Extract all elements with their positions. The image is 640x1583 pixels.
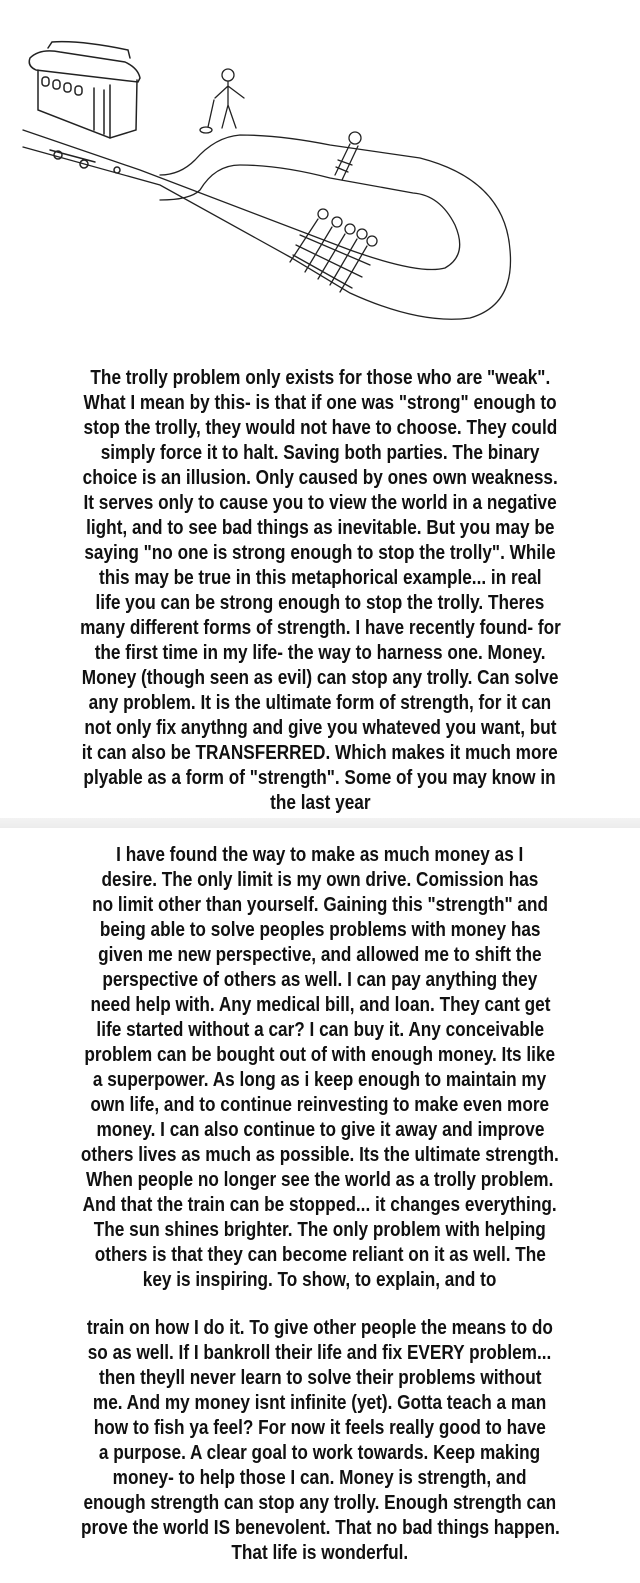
text-line bbox=[0, 1068, 640, 1093]
text-line bbox=[0, 716, 640, 741]
text-line-content: money- to help those I can. Money is strength, and bbox=[113, 1467, 527, 1489]
text-line-content: The sun shines brighter. The only problem with helping bbox=[93, 1219, 547, 1241]
text-line bbox=[0, 616, 640, 641]
text-line-content: light, and to see bad things as inevitable. But you may be bbox=[85, 517, 555, 539]
text-line-content: a purpose. A clear goal to work towards. Keep making bbox=[99, 1442, 541, 1464]
text-line bbox=[0, 416, 640, 441]
text-line bbox=[0, 1466, 640, 1491]
text-line bbox=[0, 1043, 640, 1068]
trolley-windows bbox=[42, 77, 82, 95]
image-divider bbox=[0, 818, 640, 828]
lever-person bbox=[200, 69, 244, 133]
paragraph-2 bbox=[0, 843, 640, 1293]
text-line bbox=[0, 1416, 640, 1441]
text-line-content: choice is an illusion. Only caused by ones own weakness. bbox=[82, 467, 558, 489]
text-line-content: me. And my money isnt infinite (yet). Gotta teach a man bbox=[93, 1392, 547, 1414]
text-line bbox=[0, 641, 640, 666]
five-people-on-track bbox=[290, 209, 377, 292]
text-line-content: plyable as a form of "strength". Some of you may know in bbox=[83, 767, 557, 789]
text-line-content: The trolly problem only exists for those who are "weak". bbox=[90, 367, 550, 389]
text-line bbox=[0, 1541, 640, 1566]
text-line-content: the last year bbox=[269, 792, 371, 814]
text-line-content: how to fish ya feel? For now it feels really good to have bbox=[93, 1417, 547, 1439]
text-line bbox=[0, 1391, 640, 1416]
text-line-content: a superpower. As long as i keep enough to maintain my bbox=[93, 1069, 547, 1091]
text-line bbox=[0, 1168, 640, 1193]
text-line bbox=[0, 1268, 640, 1293]
text-line-content: Money (though seen as evil) can stop any trolly. Can solve bbox=[81, 667, 559, 689]
text-line-content: money. I can also continue to give it away and improve bbox=[96, 1119, 544, 1141]
text-line bbox=[0, 541, 640, 566]
text-line-content: others lives as much as possible. Its the ultimate strength. bbox=[81, 1144, 559, 1166]
text-line bbox=[0, 1316, 640, 1341]
text-line bbox=[0, 1193, 640, 1218]
text-line bbox=[0, 1118, 640, 1143]
text-line-content: many different forms of strength. I have recently found- for bbox=[79, 617, 561, 639]
text-line bbox=[0, 1491, 640, 1516]
text-line-content: prove the world IS benevolent. That no bad things happen. bbox=[80, 1517, 560, 1539]
text-line-content: key is inspiring. To show, to explain, and to bbox=[143, 1269, 497, 1291]
text-line bbox=[0, 591, 640, 616]
text-line bbox=[0, 1143, 640, 1168]
text-line-content: it can also be TRANSFERRED. Which makes it much more bbox=[82, 742, 558, 764]
text-line-content: need help with. Any medical bill, and loan. They cant get bbox=[89, 994, 551, 1016]
text-line-content: life started without a car? I can buy it. Any conceivable bbox=[96, 1019, 544, 1041]
text-line bbox=[0, 918, 640, 943]
text-line-content: saying "no one is strong enough to stop the trolly". While bbox=[84, 542, 556, 564]
text-line bbox=[0, 1218, 640, 1243]
text-line-content: perspective of others as well. I can pay anything they bbox=[102, 969, 538, 991]
text-line-content: no limit other than yourself. Gaining this "strength" and bbox=[92, 894, 548, 916]
single-person-on-track bbox=[335, 132, 361, 180]
text-line bbox=[0, 791, 640, 816]
text-line bbox=[0, 466, 640, 491]
text-line-content: train on how I do it. To give other people the means to do bbox=[86, 1317, 554, 1339]
text-line-content: That life is wonderful. bbox=[231, 1542, 409, 1564]
text-line-content: being able to solve peoples problems with money has bbox=[99, 919, 541, 941]
text-line bbox=[0, 893, 640, 918]
text-line bbox=[0, 1516, 640, 1541]
text-line bbox=[0, 766, 640, 791]
text-line-content: any problem. It is the ultimate form of strength, for it can bbox=[88, 692, 552, 714]
tracks bbox=[23, 130, 511, 319]
text-line-content: enough strength can stop any trolly. Enough strength can bbox=[83, 1492, 557, 1514]
text-line-content: given me new perspective, and allowed me to shift the bbox=[98, 944, 542, 966]
text-line-content: others is that they can become reliant on it as well. The bbox=[94, 1244, 546, 1266]
text-line bbox=[0, 1243, 640, 1268]
text-line bbox=[0, 1018, 640, 1043]
text-line bbox=[0, 516, 640, 541]
paragraph-3 bbox=[0, 1316, 640, 1566]
text-line bbox=[0, 666, 640, 691]
text-line bbox=[0, 1441, 640, 1466]
text-line bbox=[0, 993, 640, 1018]
text-line-content: What I mean by this- is that if one was "strong" enough to bbox=[83, 392, 557, 414]
text-line bbox=[0, 968, 640, 993]
text-line bbox=[0, 1341, 640, 1366]
text-line bbox=[0, 566, 640, 591]
text-line-content: this may be true in this metaphorical example... in real bbox=[98, 567, 542, 589]
text-line-content: then theyll never learn to solve their problems without bbox=[98, 1367, 542, 1389]
text-line-content: It serves only to cause you to view the world in a negative bbox=[83, 492, 557, 514]
text-line bbox=[0, 741, 640, 766]
text-line bbox=[0, 1093, 640, 1118]
text-line-content: problem can be bought out of with enough money. Its like bbox=[84, 1044, 556, 1066]
text-line-content: stop the trolly, they would not have to choose. They could bbox=[83, 417, 557, 439]
text-line-content: the first time in my life- the way to harness one. Money. bbox=[94, 642, 546, 664]
text-line-content: When people no longer see the world as a trolly problem. bbox=[86, 1169, 554, 1191]
paragraph-1 bbox=[0, 366, 640, 816]
text-line bbox=[0, 868, 640, 893]
text-line bbox=[0, 391, 640, 416]
text-line bbox=[0, 366, 640, 391]
text-line bbox=[0, 491, 640, 516]
text-line-content: life you can be strong enough to stop the trolly. Theres bbox=[95, 592, 545, 614]
text-line bbox=[0, 441, 640, 466]
text-line-content: not only fix anythng and give you whateved you want, but bbox=[83, 717, 557, 739]
text-line-content: I have found the way to make as much money as I bbox=[116, 844, 524, 866]
text-line-content: so as well. If I bankroll their life and fix EVERY problem... bbox=[88, 1342, 552, 1364]
text-line bbox=[0, 1366, 640, 1391]
trolley-problem-illustration bbox=[0, 0, 640, 330]
text-line-content: own life, and to continue reinvesting to make even more bbox=[90, 1094, 550, 1116]
text-line bbox=[0, 843, 640, 868]
text-line bbox=[0, 943, 640, 968]
text-line-content: And that the train can be stopped... it changes everything. bbox=[82, 1194, 558, 1216]
text-line bbox=[0, 691, 640, 716]
text-line-content: simply force it to halt. Saving both parties. The binary bbox=[100, 442, 540, 464]
text-line-content: desire. The only limit is my own drive. Comission has bbox=[101, 869, 539, 891]
